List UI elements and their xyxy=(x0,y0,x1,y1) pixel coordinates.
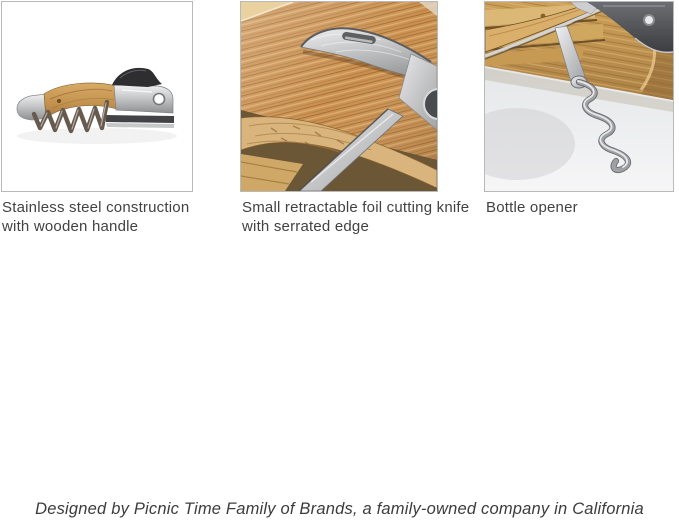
feature-image-foil-cutter xyxy=(240,1,438,192)
caption-line: Stainless steel construction xyxy=(2,199,190,216)
foil-cutting-knife-closeup-photo xyxy=(241,2,437,191)
caption-line: Bottle opener xyxy=(486,199,578,216)
feature-image-bottle-opener xyxy=(484,1,674,192)
caption-stainless-steel xyxy=(2,198,189,236)
caption-line: with serrated edge xyxy=(242,218,370,235)
caption-line: Small retractable foil cutting knife xyxy=(242,199,470,216)
bottle-opener-corkscrew-photo xyxy=(485,2,673,191)
feature-image-corkscrew xyxy=(1,1,193,192)
caption-line: with wooden handle xyxy=(2,218,139,235)
caption-bottle-opener xyxy=(486,198,578,217)
corkscrew-with-wooden-handle-photo xyxy=(2,2,192,191)
caption-foil-cutter xyxy=(242,198,469,236)
brand-footer-note: Designed by Picnic Time Family of Brands, a family-owned company in California xyxy=(35,500,644,518)
